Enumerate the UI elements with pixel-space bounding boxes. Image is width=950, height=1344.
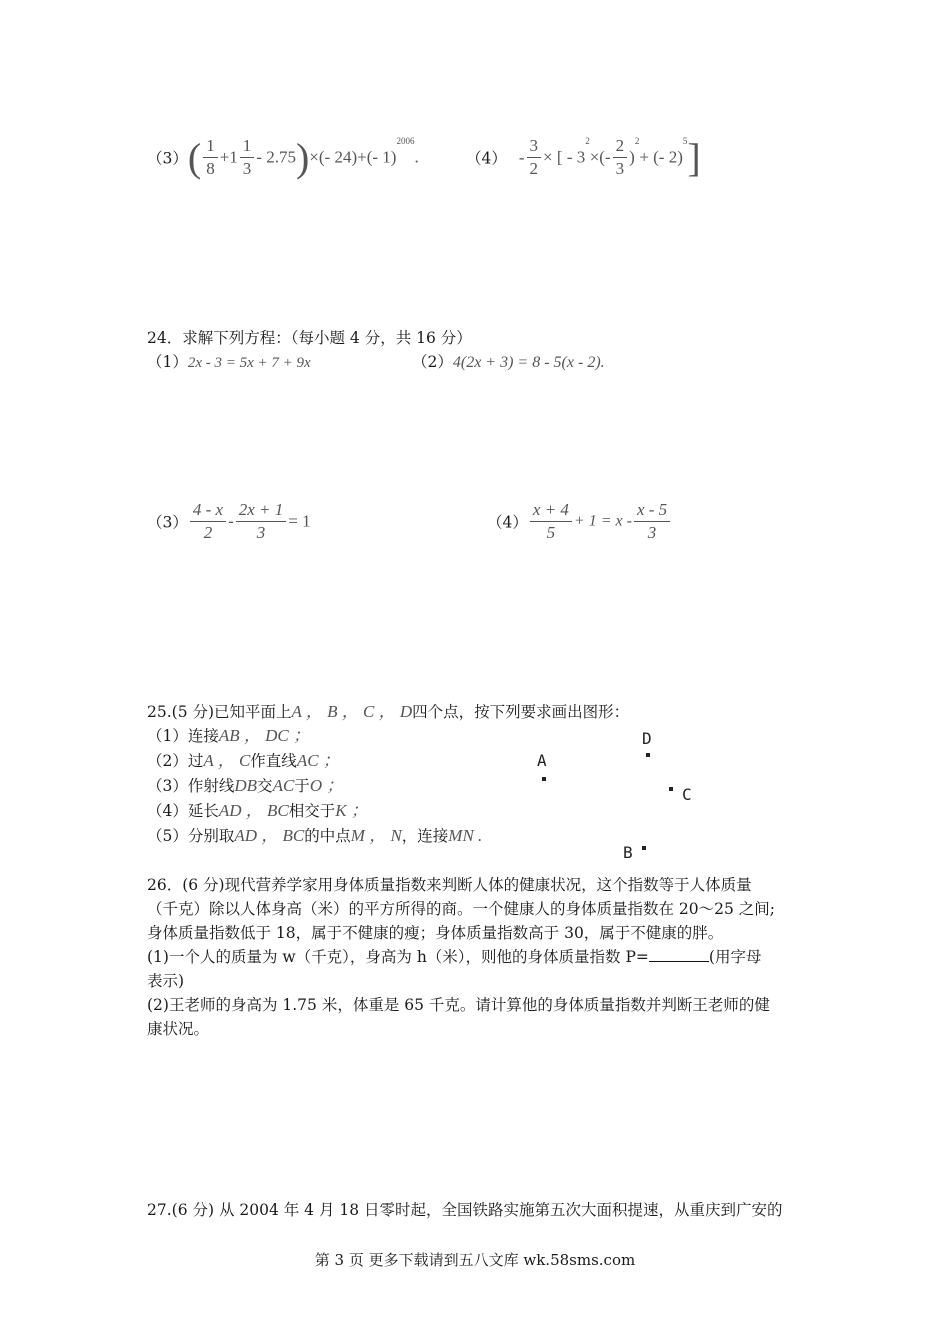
q25-step1 xyxy=(147,721,310,746)
q24-eq4 xyxy=(487,500,672,543)
q25-step4 xyxy=(147,796,368,821)
fraction-1-3: $\frac{1}{3}$ xyxy=(240,136,255,179)
q25-step3-mid2: 于 xyxy=(294,777,310,795)
q25-step2-math1: A ， C xyxy=(203,751,251,770)
q25-step2-text: （2）过 xyxy=(147,752,204,770)
fraction-3-2: $\frac{3}{2}$ xyxy=(527,136,542,179)
q25-step5-math2: M ， N xyxy=(350,826,402,845)
q25-heading xyxy=(147,697,629,722)
q24-eq1-label: （1） xyxy=(147,353,188,371)
q25-step1-text: （1）连接 xyxy=(147,727,219,745)
point-label-a: A xyxy=(537,751,547,770)
point-label-c: C xyxy=(682,785,692,804)
point-d xyxy=(646,753,650,757)
q25-step5-text: （5）分别取 xyxy=(147,827,235,845)
q25-step3-math2: AC xyxy=(272,776,295,795)
q26-line1: 26．(6 分)现代营养学家用身体质量指数来判断人体的健康状况，这个指数等于人体质量 xyxy=(147,876,752,894)
q25-step4-math1: AD ， BC xyxy=(218,801,289,820)
q25-step4-math2: K ； xyxy=(335,801,368,820)
q25-step2-math2: AC ； xyxy=(296,751,340,770)
q24-eq1 xyxy=(147,350,311,372)
q26-line6: (2)王老师的身高为 1.75 米，体重是 65 千克。请计算他的身体质量指数并判断王老师的健 xyxy=(147,996,770,1014)
q25-step2-mid: 作直线 xyxy=(250,752,297,770)
q24-eq2-label: （2） xyxy=(412,353,453,371)
q26-line4-tail: (用字母 xyxy=(708,948,762,966)
exponent-2b: 2 xyxy=(634,136,640,146)
q23-part4 xyxy=(466,134,701,181)
exponent-2006: 2006 xyxy=(396,136,415,146)
q24-eq2 xyxy=(412,350,605,372)
q25-step3-math3: O ； xyxy=(309,776,344,795)
q25-step5-mid: 的中点 xyxy=(304,827,351,845)
q25-step1-math: AB ， DC ； xyxy=(218,726,311,745)
point-label-b: B xyxy=(623,843,633,862)
period: . xyxy=(414,147,419,167)
q25-step4-text: （4）延长 xyxy=(147,802,219,820)
q24-eq3 xyxy=(147,500,311,543)
minus-2-75: - 2.75 xyxy=(256,147,296,167)
paren-open: ( xyxy=(187,135,202,180)
paren-close: ) xyxy=(295,135,310,180)
q23-part3-label: （3） xyxy=(147,149,188,168)
q25-step5-math3: MN . xyxy=(448,826,483,845)
fraction-x-minus-5: $\frac{x - 5}{3}$ xyxy=(634,500,670,543)
mult-neg: ×(- xyxy=(589,147,611,167)
q25-heading-points: A ， B ， C ， D xyxy=(291,702,413,721)
exponent-2a: 2 xyxy=(585,136,590,146)
point-a xyxy=(542,777,546,781)
paren-close-b: ) xyxy=(629,147,635,167)
q24-eq1-expr: 2x - 3 = 5x + 7 + 9x xyxy=(187,355,311,371)
mult-expr: ×(- 24)+(- 1) xyxy=(309,147,397,167)
q24-eq2-expr: 4(2x + 3) = 8 - 5(x - 2). xyxy=(452,354,605,371)
q26-paragraph xyxy=(147,873,817,1041)
q26-line5: 表示) xyxy=(147,972,185,990)
bracket-close: ] xyxy=(687,135,701,180)
q26-line4-text: (1)一个人的质量为 w（千克），身高为 h（米），则他的身体质量指数 P= xyxy=(147,948,649,966)
q25-heading-text: 25.(5 分)已知平面上 xyxy=(147,703,292,721)
q24-eq3-label: （3） xyxy=(147,513,188,532)
minus-sign: - xyxy=(228,511,234,531)
q25-step3-text: （3）作射线 xyxy=(147,777,235,795)
point-c xyxy=(669,787,673,791)
neg-sign: - xyxy=(518,147,525,167)
q25-step3-mid: 交 xyxy=(257,777,273,795)
point-b xyxy=(642,846,646,850)
q25-heading-tail: 四个点，按下列要求画出图形： xyxy=(412,703,630,721)
fraction-2-3: $\frac{2}{3}$ xyxy=(613,136,628,179)
page-footer: 第 3 页 更多下载请到五八文库 wk.58sms.com xyxy=(314,1251,636,1269)
q25-step4-mid: 相交于 xyxy=(288,802,336,820)
fraction-x-plus-4: $\frac{x + 4}{5}$ xyxy=(530,500,572,543)
q25-step5 xyxy=(147,821,482,846)
q26-line7: 康状况。 xyxy=(147,1020,210,1038)
fraction-2x-plus-1: $\frac{2x + 1}{3}$ xyxy=(236,500,287,543)
bracket-expr: × [ - 3 xyxy=(543,147,586,167)
plus-one: +1 xyxy=(219,147,238,167)
q25-step2 xyxy=(147,746,340,771)
q23-part4-label: （4） xyxy=(466,149,507,168)
q26-line4 xyxy=(147,945,817,969)
point-label-d: D xyxy=(642,729,652,748)
q24-eq4-mid: + 1 = x - xyxy=(573,512,632,530)
plus-neg-two: + (- 2) xyxy=(639,147,683,167)
q25-step3 xyxy=(147,771,343,796)
fraction-4-minus-x: $\frac{4 - x}{2}$ xyxy=(190,500,226,543)
q27-line1: 27.(6 分) 从 2004 年 4 月 18 日零时起，全国铁路实施第五次大面积提速，从重庆到广安的 xyxy=(147,1201,783,1219)
q25-step5-math1: AD ， BC xyxy=(234,826,305,845)
q26-line3: 身体质量指数低于 18，属于不健康的瘦；身体质量指数高于 30，属于不健康的胖。 xyxy=(147,924,724,942)
q25-step3-math1: DB xyxy=(234,776,258,795)
exponent-5: 5 xyxy=(682,136,688,146)
q24-eq4-label: （4） xyxy=(487,513,528,532)
q26-line2: （千克）除以人体身高（米）的平方所得的商。一个健康人的身体质量指数在 20～25 之间; xyxy=(147,900,776,918)
fraction-1-8: $\frac{1}{8}$ xyxy=(203,136,218,179)
q25-step5-mid2: ，连接 xyxy=(401,827,449,845)
q24-heading: 24．求解下列方程：（每小题 4 分，共 16 分） xyxy=(147,329,472,347)
q23-part3 xyxy=(147,134,419,181)
answer-blank[interactable] xyxy=(649,947,709,962)
equals-one: = 1 xyxy=(288,511,311,531)
